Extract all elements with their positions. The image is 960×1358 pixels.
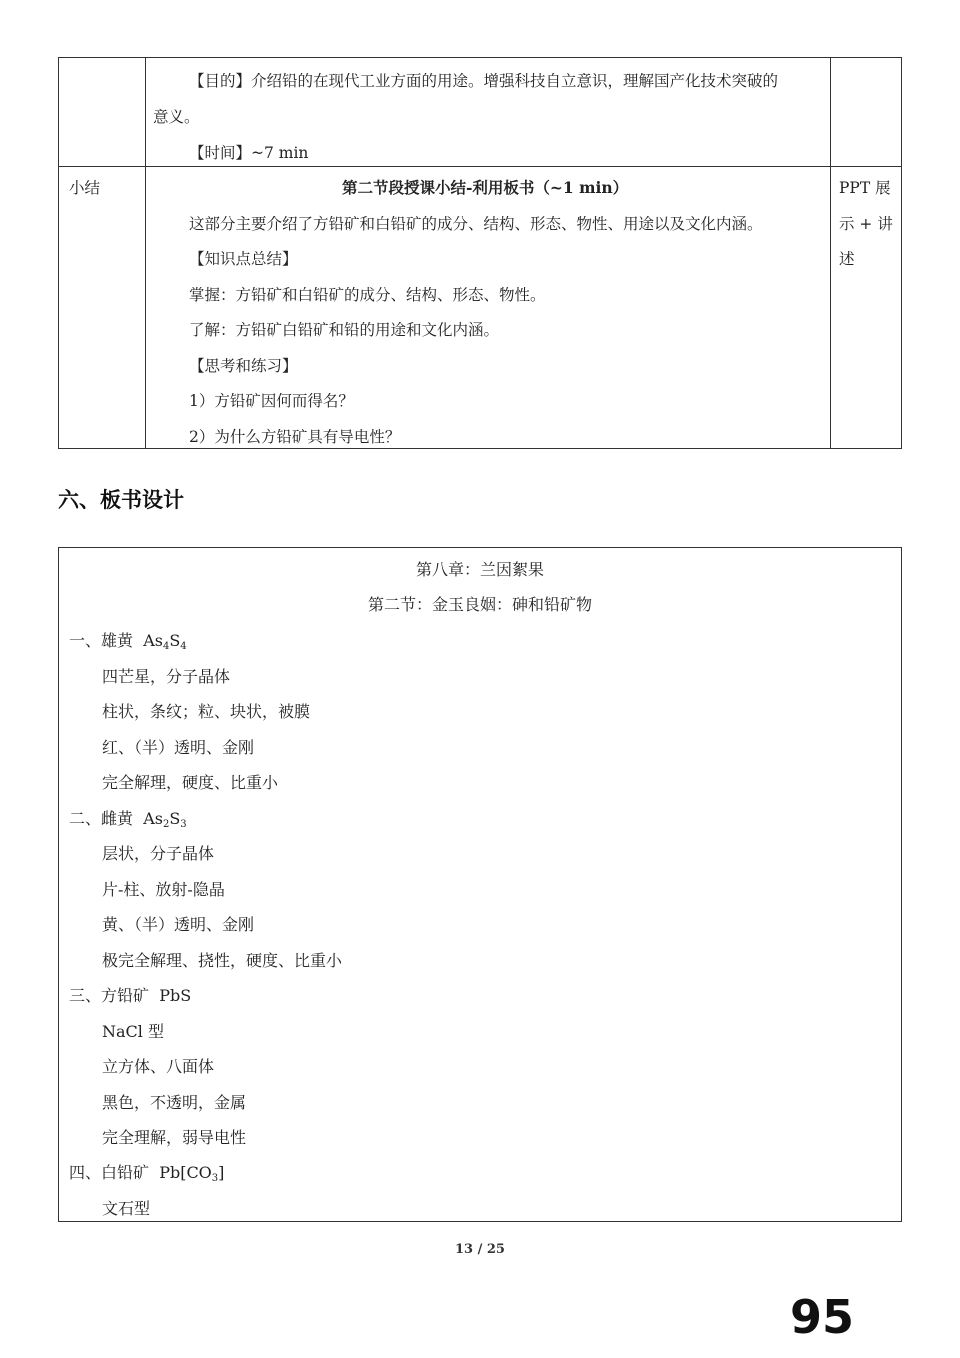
item-point: 柱状，条纹；粒、块状，被膜 [102, 702, 311, 721]
page-number: 13 / 25 [455, 1242, 505, 1257]
formula: $As_4S_4$ [143, 631, 187, 652]
formula: $Pb[CO_3]$ [159, 1163, 225, 1184]
summary-line: 掌握：方铅矿和白铅矿的成分、结构、形态、物性。 [189, 286, 546, 304]
item-point: 四芒星，分子晶体 [102, 667, 231, 686]
formula: PbS [159, 986, 192, 1005]
item-point: 完全理解，弱导电性 [102, 1128, 247, 1147]
item-point: 层状，分子晶体 [102, 844, 215, 863]
column-divider [145, 58, 146, 448]
lesson-table [58, 57, 902, 449]
row-label-summary: 小结 [69, 179, 101, 197]
formula: $As_2S_3$ [143, 809, 187, 830]
summary-line: 了解：方铅矿白铅矿和铅的用途和文化内涵。 [189, 321, 500, 339]
item-point: NaCl 型 [102, 1022, 164, 1041]
section-title: 第二节：金玉良姻：砷和铅矿物 [367, 595, 592, 614]
method-text: 述 [839, 250, 855, 268]
item-heading: 二、雌黄 $As_2S_3$ [69, 809, 187, 830]
purpose-text: 【目的】介绍铅的在现代工业方面的用途。增强科技自立意识，理解国产化技术突破的 [189, 72, 779, 90]
item-heading: 四、白铅矿 $Pb[CO_3]$ [69, 1163, 225, 1184]
column-divider [830, 58, 831, 448]
item-heading: 一、雄黄 $As_4S_4$ [69, 631, 187, 652]
method-text: 示 + 讲 [839, 215, 893, 233]
item-point: 立方体、八面体 [102, 1057, 215, 1076]
item-point: 黄、（半）透明、金刚 [102, 915, 255, 934]
method-text: PPT 展 [839, 179, 891, 197]
item-heading: 三、方铅矿 PbS [69, 986, 192, 1005]
section-heading: 六、板书设计 [58, 488, 184, 512]
summary-title: 第二节段授课小结-利用板书（~1 min） [342, 178, 629, 197]
purpose-text-cont: 意义。 [153, 108, 200, 126]
summary-line: 2）为什么方铅矿具有导电性？ [189, 428, 401, 446]
summary-line: 1）方铅矿因何而得名？ [189, 392, 354, 410]
time-text: 【时间】~7 min [189, 144, 309, 162]
big-page-number: 95 [790, 1290, 855, 1344]
item-point: 黑色，不透明，金属 [102, 1093, 247, 1112]
summary-line: 这部分主要介绍了方铅矿和白铅矿的成分、结构、形态、物性、用途以及文化内涵。 [189, 215, 763, 233]
row-divider [59, 166, 901, 167]
item-point: 片-柱、放射-隐晶 [102, 880, 225, 899]
board-design-box [58, 547, 902, 1222]
item-point: 红、（半）透明、金刚 [102, 738, 255, 757]
summary-line: 【思考和练习】 [189, 357, 298, 375]
chapter-title: 第八章：兰因絮果 [415, 560, 544, 579]
item-point: 极完全解理、挠性，硬度、比重小 [102, 951, 343, 970]
item-point: 完全解理，硬度、比重小 [102, 773, 279, 792]
item-point: 文石型 [102, 1199, 151, 1218]
summary-line: 【知识点总结】 [189, 250, 298, 268]
